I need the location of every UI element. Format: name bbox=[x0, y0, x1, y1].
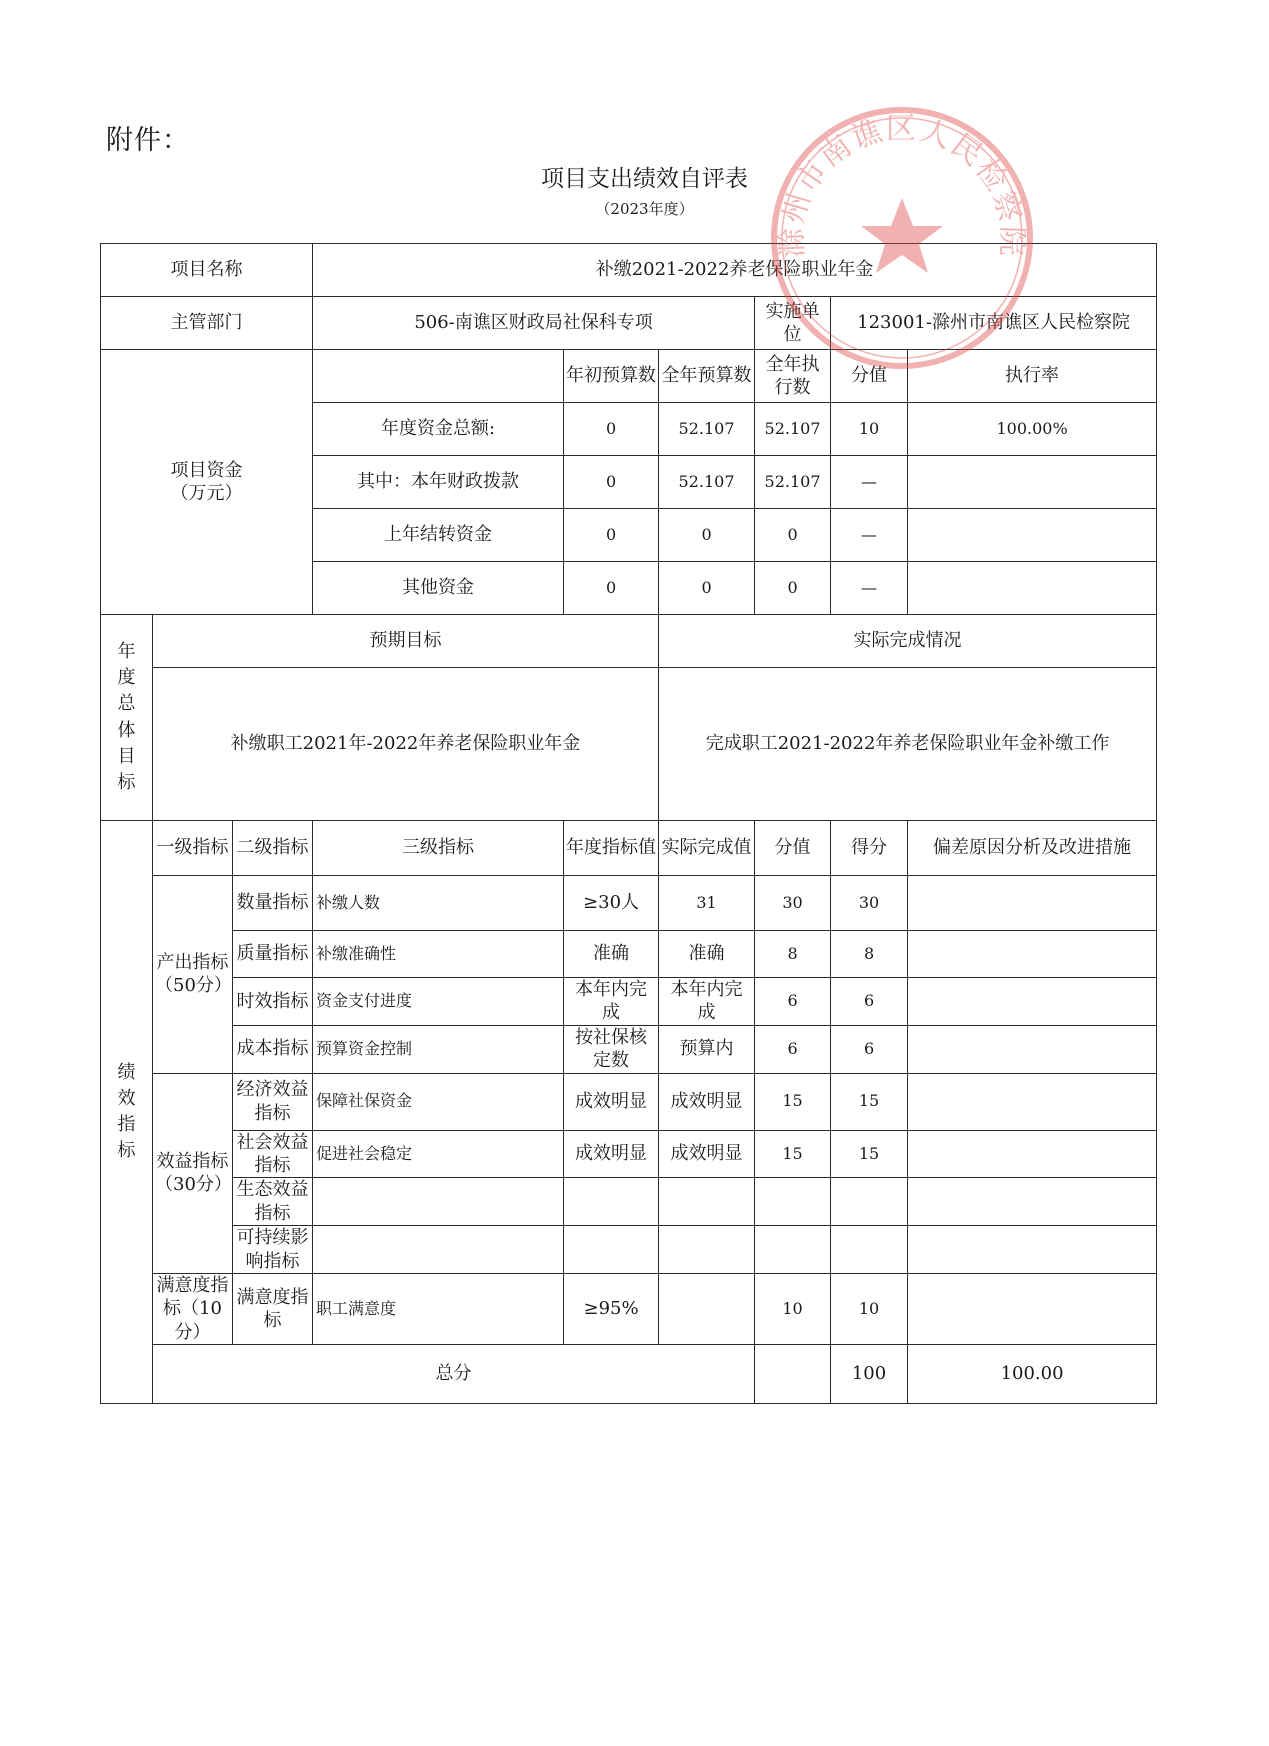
funds-header-blank bbox=[313, 350, 564, 403]
funds-cell: 52.107 bbox=[659, 403, 755, 456]
funds-cell bbox=[908, 509, 1157, 562]
indicator-score bbox=[755, 1178, 831, 1226]
indicator-header-score: 分值 bbox=[755, 821, 831, 876]
indicator-actual bbox=[659, 1178, 755, 1226]
indicator-level2: 满意度指标 bbox=[233, 1273, 313, 1344]
indicator-header-row bbox=[101, 821, 1157, 876]
funds-section-label bbox=[101, 350, 313, 615]
indicator-row bbox=[101, 1226, 1157, 1274]
indicator-deviation bbox=[908, 1073, 1157, 1130]
funds-cell: 52.107 bbox=[755, 403, 831, 456]
indicator-target: 成效明显 bbox=[564, 1130, 659, 1178]
indicator-target: ≥95% bbox=[564, 1273, 659, 1344]
funds-cell: 0 bbox=[755, 509, 831, 562]
indicator-deviation bbox=[908, 1178, 1157, 1226]
indicator-level2: 质量指标 bbox=[233, 931, 313, 978]
funds-cell: 0 bbox=[564, 562, 659, 615]
indicator-score: 15 bbox=[755, 1073, 831, 1130]
indicator-score bbox=[755, 1226, 831, 1274]
indicator-section-label bbox=[101, 821, 153, 1404]
seal-text: 滁州市南谯区人民检察院 bbox=[774, 111, 1030, 259]
funds-cell: 0 bbox=[564, 509, 659, 562]
indicator-level3: 促进社会稳定 bbox=[313, 1130, 564, 1178]
indicator-actual: 预算内 bbox=[659, 1025, 755, 1073]
indicator-deviation bbox=[908, 1273, 1157, 1344]
satisfaction-indicator-label: 满意度指标（10分） bbox=[153, 1273, 233, 1344]
attachment-label: 附件： bbox=[106, 125, 190, 156]
indicator-actual bbox=[659, 1226, 755, 1274]
indicator-row bbox=[101, 1025, 1157, 1073]
indicator-row bbox=[101, 1130, 1157, 1178]
indicator-level2: 经济效益指标 bbox=[233, 1073, 313, 1130]
page-title: 项目支出绩效自评表 bbox=[541, 166, 748, 192]
implementing-unit-label: 实施单位 bbox=[755, 297, 831, 350]
indicator-row bbox=[101, 1073, 1157, 1130]
indicator-deviation bbox=[908, 1025, 1157, 1073]
indicator-header-level3: 三级指标 bbox=[313, 821, 564, 876]
indicator-level3: 保障社保资金 bbox=[313, 1073, 564, 1130]
actual-result-header: 实际完成情况 bbox=[659, 615, 1157, 668]
indicator-header-level2: 二级指标 bbox=[233, 821, 313, 876]
output-indicator-label: 产出指标（50分） bbox=[153, 876, 233, 1074]
funds-cell bbox=[908, 456, 1157, 509]
funds-header-initial: 年初预算数 bbox=[564, 350, 659, 403]
project-name-value: 补缴2021-2022养老保险职业年金 bbox=[313, 244, 1157, 297]
department-value: 506-南谯区财政局社保科专项 bbox=[313, 297, 755, 350]
funds-cell: 52.107 bbox=[755, 456, 831, 509]
total-score: 100 bbox=[831, 1345, 908, 1404]
indicator-deviation bbox=[908, 978, 1157, 1026]
indicator-earned: 15 bbox=[831, 1130, 908, 1178]
indicator-target: 本年内完成 bbox=[564, 978, 659, 1026]
indicator-level2: 可持续影响指标 bbox=[233, 1226, 313, 1274]
performance-table bbox=[100, 243, 1157, 1404]
indicator-header-deviation: 偏差原因分析及改进措施 bbox=[908, 821, 1157, 876]
funds-cell: — bbox=[831, 509, 908, 562]
indicator-earned: 10 bbox=[831, 1273, 908, 1344]
indicator-level2: 社会效益指标 bbox=[233, 1130, 313, 1178]
funds-cell: 52.107 bbox=[659, 456, 755, 509]
indicator-level3 bbox=[313, 1178, 564, 1226]
indicator-deviation bbox=[908, 876, 1157, 931]
indicator-target: 准确 bbox=[564, 931, 659, 978]
project-name-label: 项目名称 bbox=[101, 244, 313, 297]
funds-cell: 0 bbox=[564, 456, 659, 509]
benefit-indicator-label: 效益指标（30分） bbox=[153, 1073, 233, 1273]
indicator-row bbox=[101, 1178, 1157, 1226]
indicator-level3: 职工满意度 bbox=[313, 1273, 564, 1344]
expected-goal-header: 预期目标 bbox=[153, 615, 659, 668]
funds-row-label: 其他资金 bbox=[313, 562, 564, 615]
funds-cell: — bbox=[831, 562, 908, 615]
indicator-actual bbox=[659, 1273, 755, 1344]
indicator-actual: 成效明显 bbox=[659, 1130, 755, 1178]
indicator-level3: 预算资金控制 bbox=[313, 1025, 564, 1073]
project-name-row bbox=[101, 244, 1157, 297]
annual-goals-label: 年度总体目标 bbox=[117, 641, 136, 793]
indicator-score: 30 bbox=[755, 876, 831, 931]
funds-cell: 10 bbox=[831, 403, 908, 456]
indicator-level2: 生态效益指标 bbox=[233, 1178, 313, 1226]
indicator-score: 6 bbox=[755, 978, 831, 1026]
implementing-unit-value: 123001-滁州市南谯区人民检察院 bbox=[831, 297, 1157, 350]
indicator-earned: 15 bbox=[831, 1073, 908, 1130]
indicator-section-text: 绩效指标 bbox=[117, 1061, 136, 1162]
total-label: 总分 bbox=[153, 1345, 755, 1404]
indicator-level2: 成本指标 bbox=[233, 1025, 313, 1073]
indicator-actual: 本年内完成 bbox=[659, 978, 755, 1026]
funds-row-label: 上年结转资金 bbox=[313, 509, 564, 562]
indicator-earned: 6 bbox=[831, 1025, 908, 1073]
funds-cell bbox=[908, 562, 1157, 615]
indicator-level3 bbox=[313, 1226, 564, 1274]
indicator-row bbox=[101, 876, 1157, 931]
goals-header-row bbox=[101, 615, 1157, 668]
total-row bbox=[101, 1345, 1157, 1404]
department-label: 主管部门 bbox=[101, 297, 313, 350]
indicator-target bbox=[564, 1226, 659, 1274]
actual-result-text: 完成职工2021-2022年养老保险职业年金补缴工作 bbox=[659, 668, 1157, 821]
expected-goal-text: 补缴职工2021年-2022年养老保险职业年金 bbox=[153, 668, 659, 821]
funds-row-label: 年度资金总额: bbox=[313, 403, 564, 456]
funds-cell: 0 bbox=[659, 562, 755, 615]
indicator-actual: 准确 bbox=[659, 931, 755, 978]
indicator-target bbox=[564, 1178, 659, 1226]
annual-goals-section-label bbox=[101, 615, 153, 821]
funds-label-line1: 项目资金 bbox=[170, 459, 243, 481]
goals-row bbox=[101, 668, 1157, 821]
total-actual bbox=[755, 1345, 831, 1404]
funds-cell: 0 bbox=[564, 403, 659, 456]
funds-cell: 100.00% bbox=[908, 403, 1157, 456]
indicator-level3: 补缴人数 bbox=[313, 876, 564, 931]
indicator-header-level1: 一级指标 bbox=[153, 821, 233, 876]
indicator-header-target: 年度指标值 bbox=[564, 821, 659, 876]
indicator-level2: 时效指标 bbox=[233, 978, 313, 1026]
funds-header-annual: 全年预算数 bbox=[659, 350, 755, 403]
indicator-row bbox=[101, 931, 1157, 978]
indicator-deviation bbox=[908, 931, 1157, 978]
indicator-level3: 补缴准确性 bbox=[313, 931, 564, 978]
indicator-target: 成效明显 bbox=[564, 1073, 659, 1130]
indicator-earned bbox=[831, 1226, 908, 1274]
indicator-header-earned: 得分 bbox=[831, 821, 908, 876]
indicator-earned: 8 bbox=[831, 931, 908, 978]
indicator-earned bbox=[831, 1178, 908, 1226]
report-year: （2023年度） bbox=[595, 200, 694, 218]
indicator-score: 10 bbox=[755, 1273, 831, 1344]
indicator-row bbox=[101, 1273, 1157, 1344]
indicator-target: 按社保核定数 bbox=[564, 1025, 659, 1073]
indicator-level3: 资金支付进度 bbox=[313, 978, 564, 1026]
funds-header-rate: 执行率 bbox=[908, 350, 1157, 403]
indicator-deviation bbox=[908, 1130, 1157, 1178]
funds-header-score: 分值 bbox=[831, 350, 908, 403]
indicator-earned: 30 bbox=[831, 876, 908, 931]
funds-cell: 0 bbox=[659, 509, 755, 562]
funds-cell: 0 bbox=[755, 562, 831, 615]
indicator-target: ≥30人 bbox=[564, 876, 659, 931]
funds-header-executed: 全年执行数 bbox=[755, 350, 831, 403]
indicator-score: 8 bbox=[755, 931, 831, 978]
indicator-actual: 成效明显 bbox=[659, 1073, 755, 1130]
department-row bbox=[101, 297, 1157, 350]
total-earned: 100.00 bbox=[908, 1345, 1157, 1404]
indicator-earned: 6 bbox=[831, 978, 908, 1026]
funds-label-line2: （万元） bbox=[170, 483, 243, 504]
indicator-score: 15 bbox=[755, 1130, 831, 1178]
indicator-row bbox=[101, 978, 1157, 1026]
indicator-header-actual: 实际完成值 bbox=[659, 821, 755, 876]
indicator-deviation bbox=[908, 1226, 1157, 1274]
indicator-actual: 31 bbox=[659, 876, 755, 931]
indicator-score: 6 bbox=[755, 1025, 831, 1073]
funds-row-label: 其中：本年财政拨款 bbox=[313, 456, 564, 509]
funds-header-row bbox=[101, 350, 1157, 403]
funds-cell: — bbox=[831, 456, 908, 509]
indicator-level2: 数量指标 bbox=[233, 876, 313, 931]
